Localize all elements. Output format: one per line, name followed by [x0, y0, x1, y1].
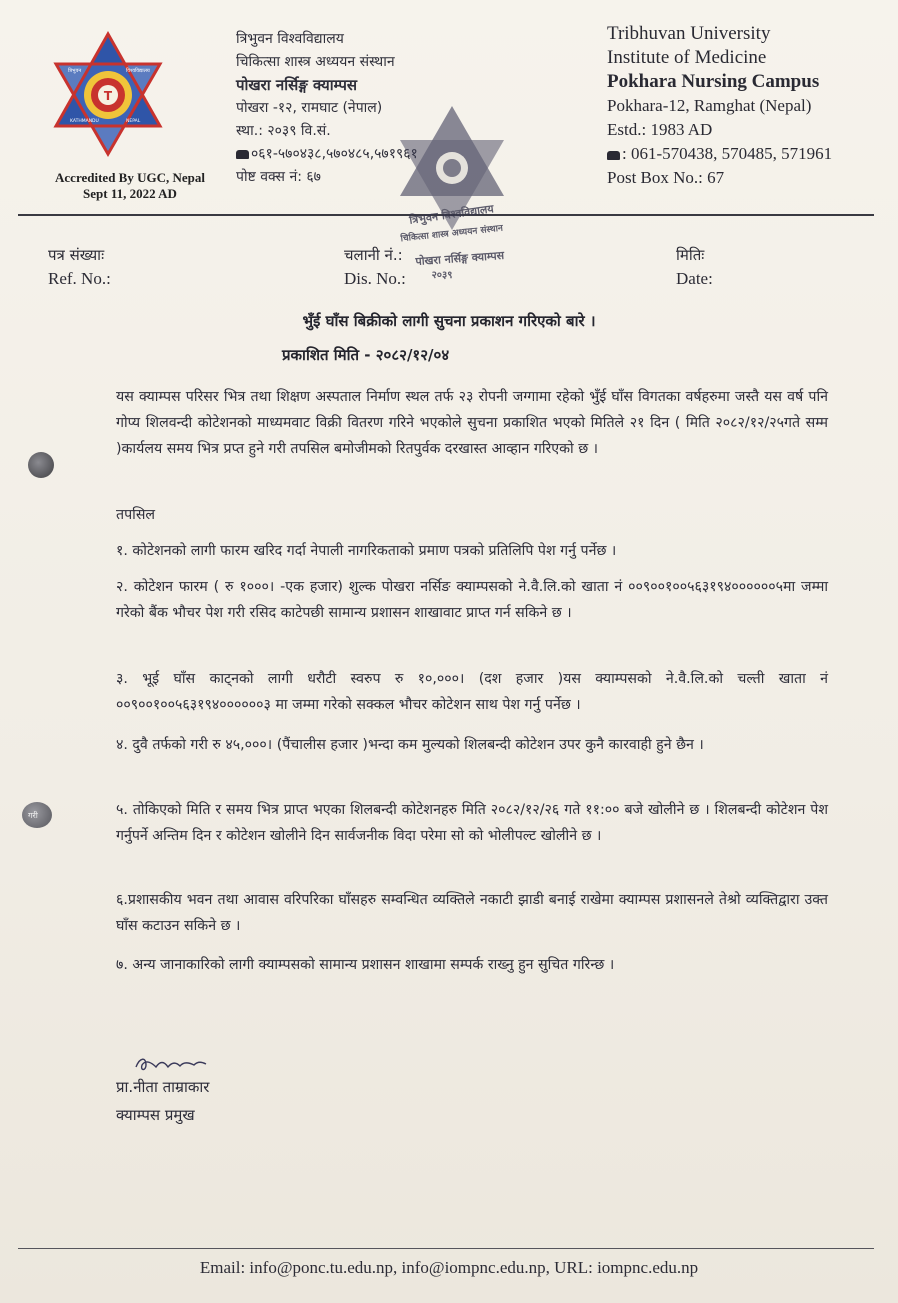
- list-item: १. कोटेशनको लागी फारम खरिद गर्दा नेपाली नागरिकताको प्रमाण पत्रको प्रतिलिपि पेश गर्नु पर्नेछ ।: [116, 543, 617, 559]
- list-item: ४. दुवै तर्फको गरी रु ४५,०००। (पैंचालीस हजार )भन्दा कम मुल्यको शिलबन्दी कोटेशन उपर कुनै कारवाही हुने छैन ।: [116, 737, 704, 753]
- list-item: ३. भूई घाँस काट्नको लागी धरौटी स्वरुप रु १०,०००। (दश हजार )यस क्याम्पसको ने.वै.लि.को चल्ती खाता नं ००९००१००५६३१९४००००००३ मा जम्मा गरेको सक्कल भौचर कोटेशन साथ पेश गर्नु पर्नेछ ।: [116, 671, 828, 713]
- np-address: पोखरा -१२, रामघाट (नेपाल): [236, 100, 383, 116]
- svg-text:NEPAL: NEPAL: [126, 119, 141, 124]
- en-post-box: Post Box No.: 67: [607, 168, 725, 187]
- ref-number-block: [48, 244, 111, 290]
- np-phone: ०६१-५७०४३८,५७०४८५,५७१९६१: [251, 146, 418, 162]
- list-item: ६.प्रशासकीय भवन तथा आवास वरिपरिका घाँसहरु सम्वन्धित व्यक्तिले नकाटी झाडी बनाई राखेमा क्याम्पस प्रशासनले तेश्रो व्यक्तिद्वारा उक्त घाँस कटाउन सकिने छ ।: [116, 892, 828, 934]
- notice-subject: भुँई घाँस बिक्रीको लागी सुचना प्रकाशन गरिएको बारे ।: [302, 312, 596, 330]
- svg-text:T: T: [103, 89, 113, 103]
- list-item: ७. अन्य जानाकारिको लागी क्याम्पसको सामान्य प्रशासन शाखामा सम्पर्क राख्नु हुन सुचित गरिन्छ ।: [116, 957, 615, 973]
- signatory-title: क्याम्पस प्रमुख: [116, 1106, 195, 1124]
- en-campus: Pokhara Nursing Campus: [607, 71, 820, 92]
- patra-sankhya-label: पत्र संख्याः: [48, 246, 105, 264]
- margin-note: गरी: [28, 811, 38, 820]
- en-address: Pokhara-12, Ramghat (Nepal): [607, 96, 812, 115]
- tapasil-heading: तपसिल: [116, 507, 156, 523]
- date-label: Date:: [676, 269, 713, 288]
- list-item: २. कोटेशन फारम ( रु १०००। -एक हजार) शुल्क पोखरा नर्सिङ क्याम्पसको ने.वै.लि.को खाता नं ००९००१००५६३१९४००००००५मा जम्मा गरेको बैंक भौचर पेश गरी रसिद काटेपछी सामान्य प्रशासन शाखावाट प्राप्त गर्न सकिने छ ।: [116, 579, 828, 621]
- punch-hole: [22, 802, 52, 828]
- phone-icon: [607, 151, 620, 160]
- miti-label: मितिः: [676, 246, 705, 264]
- phone-icon: [236, 150, 249, 159]
- np-campus: पोखरा नर्सिङ्ग क्याम्पस: [236, 76, 358, 94]
- english-letterhead: [607, 22, 832, 190]
- accreditation-text: [30, 170, 230, 202]
- signatory-name: प्रा.नीता ताम्राकार: [116, 1078, 210, 1096]
- date-block: [676, 244, 713, 290]
- en-established: Estd.: 1983 AD: [607, 120, 713, 139]
- footer-divider: [18, 1248, 874, 1249]
- punch-hole: [28, 452, 54, 478]
- svg-text:त्रिभुवन: त्रिभुवन: [68, 68, 82, 74]
- list-item: ५. तोकिएको मिति र समय भित्र प्राप्त भएका शिलबन्दी कोटेशनहरु मिति २०८२/१२/२६ गते ११:०० बजे खोलीने छ । शिलबन्दी कोटेशन पेश गर्नुपर्ने अन्तिम दिन र कोटेशन खोलीने दिन सार्वजनीक विदा परेमा सो को भोलीपल्ट खोलीने छ ।: [116, 802, 828, 844]
- svg-text:पोखरा नर्सिङ्ग क्याम्पस: पोखरा नर्सिङ्ग क्याम्पस: [415, 248, 505, 269]
- accreditation-line: Accredited By UGC, Nepal: [55, 170, 205, 185]
- svg-text:चिकित्सा शास्त्र अध्ययन संस्था: चिकित्सा शास्त्र अध्ययन संस्थान: [400, 223, 504, 245]
- ref-no-label: Ref. No.:: [48, 269, 111, 288]
- np-institute: चिकित्सा शास्त्र अध्ययन संस्थान: [236, 54, 395, 70]
- tribhuvan-university-logo: [52, 30, 164, 160]
- notice-intro-paragraph: यस क्याम्पस परिसर भित्र तथा शिक्षण अस्पताल निर्माण स्थल तर्फ २३ रोपनी जग्गामा रहेको भुँई घाँस विगतका वर्षहरुमा जस्तै यस वर्ष पनि गोप्य शिलवन्दी कोटेशनको माध्यमवाट विक्री वितरण गरिने भएकोले सुचना प्रकाशित भएको मितिले २१ दिन ( मिति २०८२/१२/२५गते सम्म )कार्यलय समय भित्र प्रप्त हुने गरी तपसिल बमोजीमको रितपुर्वक दरखास्त आव्हान गरिएको छ ।: [116, 389, 828, 457]
- en-university: Tribhuvan University: [607, 23, 771, 44]
- svg-text:त्रिभुवन विश्वविद्यालय: त्रिभुवन विश्वविद्यालय: [408, 202, 495, 227]
- np-established: स्था.: २०३९ वि.सं.: [236, 123, 331, 139]
- dis-no-label: Dis. No.:: [344, 269, 406, 288]
- campus-stamp: [372, 100, 532, 285]
- np-university: त्रिभुवन विश्वविद्यालय: [236, 31, 344, 47]
- published-date: प्रकाशित मिति - २०८२/१२/०४: [282, 346, 450, 364]
- svg-text:KATHMANDU: KATHMANDU: [70, 119, 99, 124]
- svg-text:२०३९: २०३९: [431, 270, 453, 281]
- svg-text:विश्वविद्यालय: विश्वविद्यालय: [126, 68, 150, 74]
- en-institute: Institute of Medicine: [607, 47, 767, 68]
- footer-contact: Email: info@ponc.tu.edu.np, info@iompnc.edu.np, URL: iompnc.edu.np: [199, 1258, 699, 1277]
- handwritten-signature: [132, 1053, 212, 1075]
- accreditation-date: Sept 11, 2022 AD: [83, 186, 177, 201]
- en-phone: : 061-570438, 570485, 571961: [622, 144, 833, 163]
- chalani-label: चलानी नं.:: [344, 246, 403, 264]
- en-phone-row: [607, 142, 832, 166]
- np-post-box: पोष्ट वक्स नं: ६७: [236, 169, 321, 185]
- signatory-block: [116, 1073, 209, 1129]
